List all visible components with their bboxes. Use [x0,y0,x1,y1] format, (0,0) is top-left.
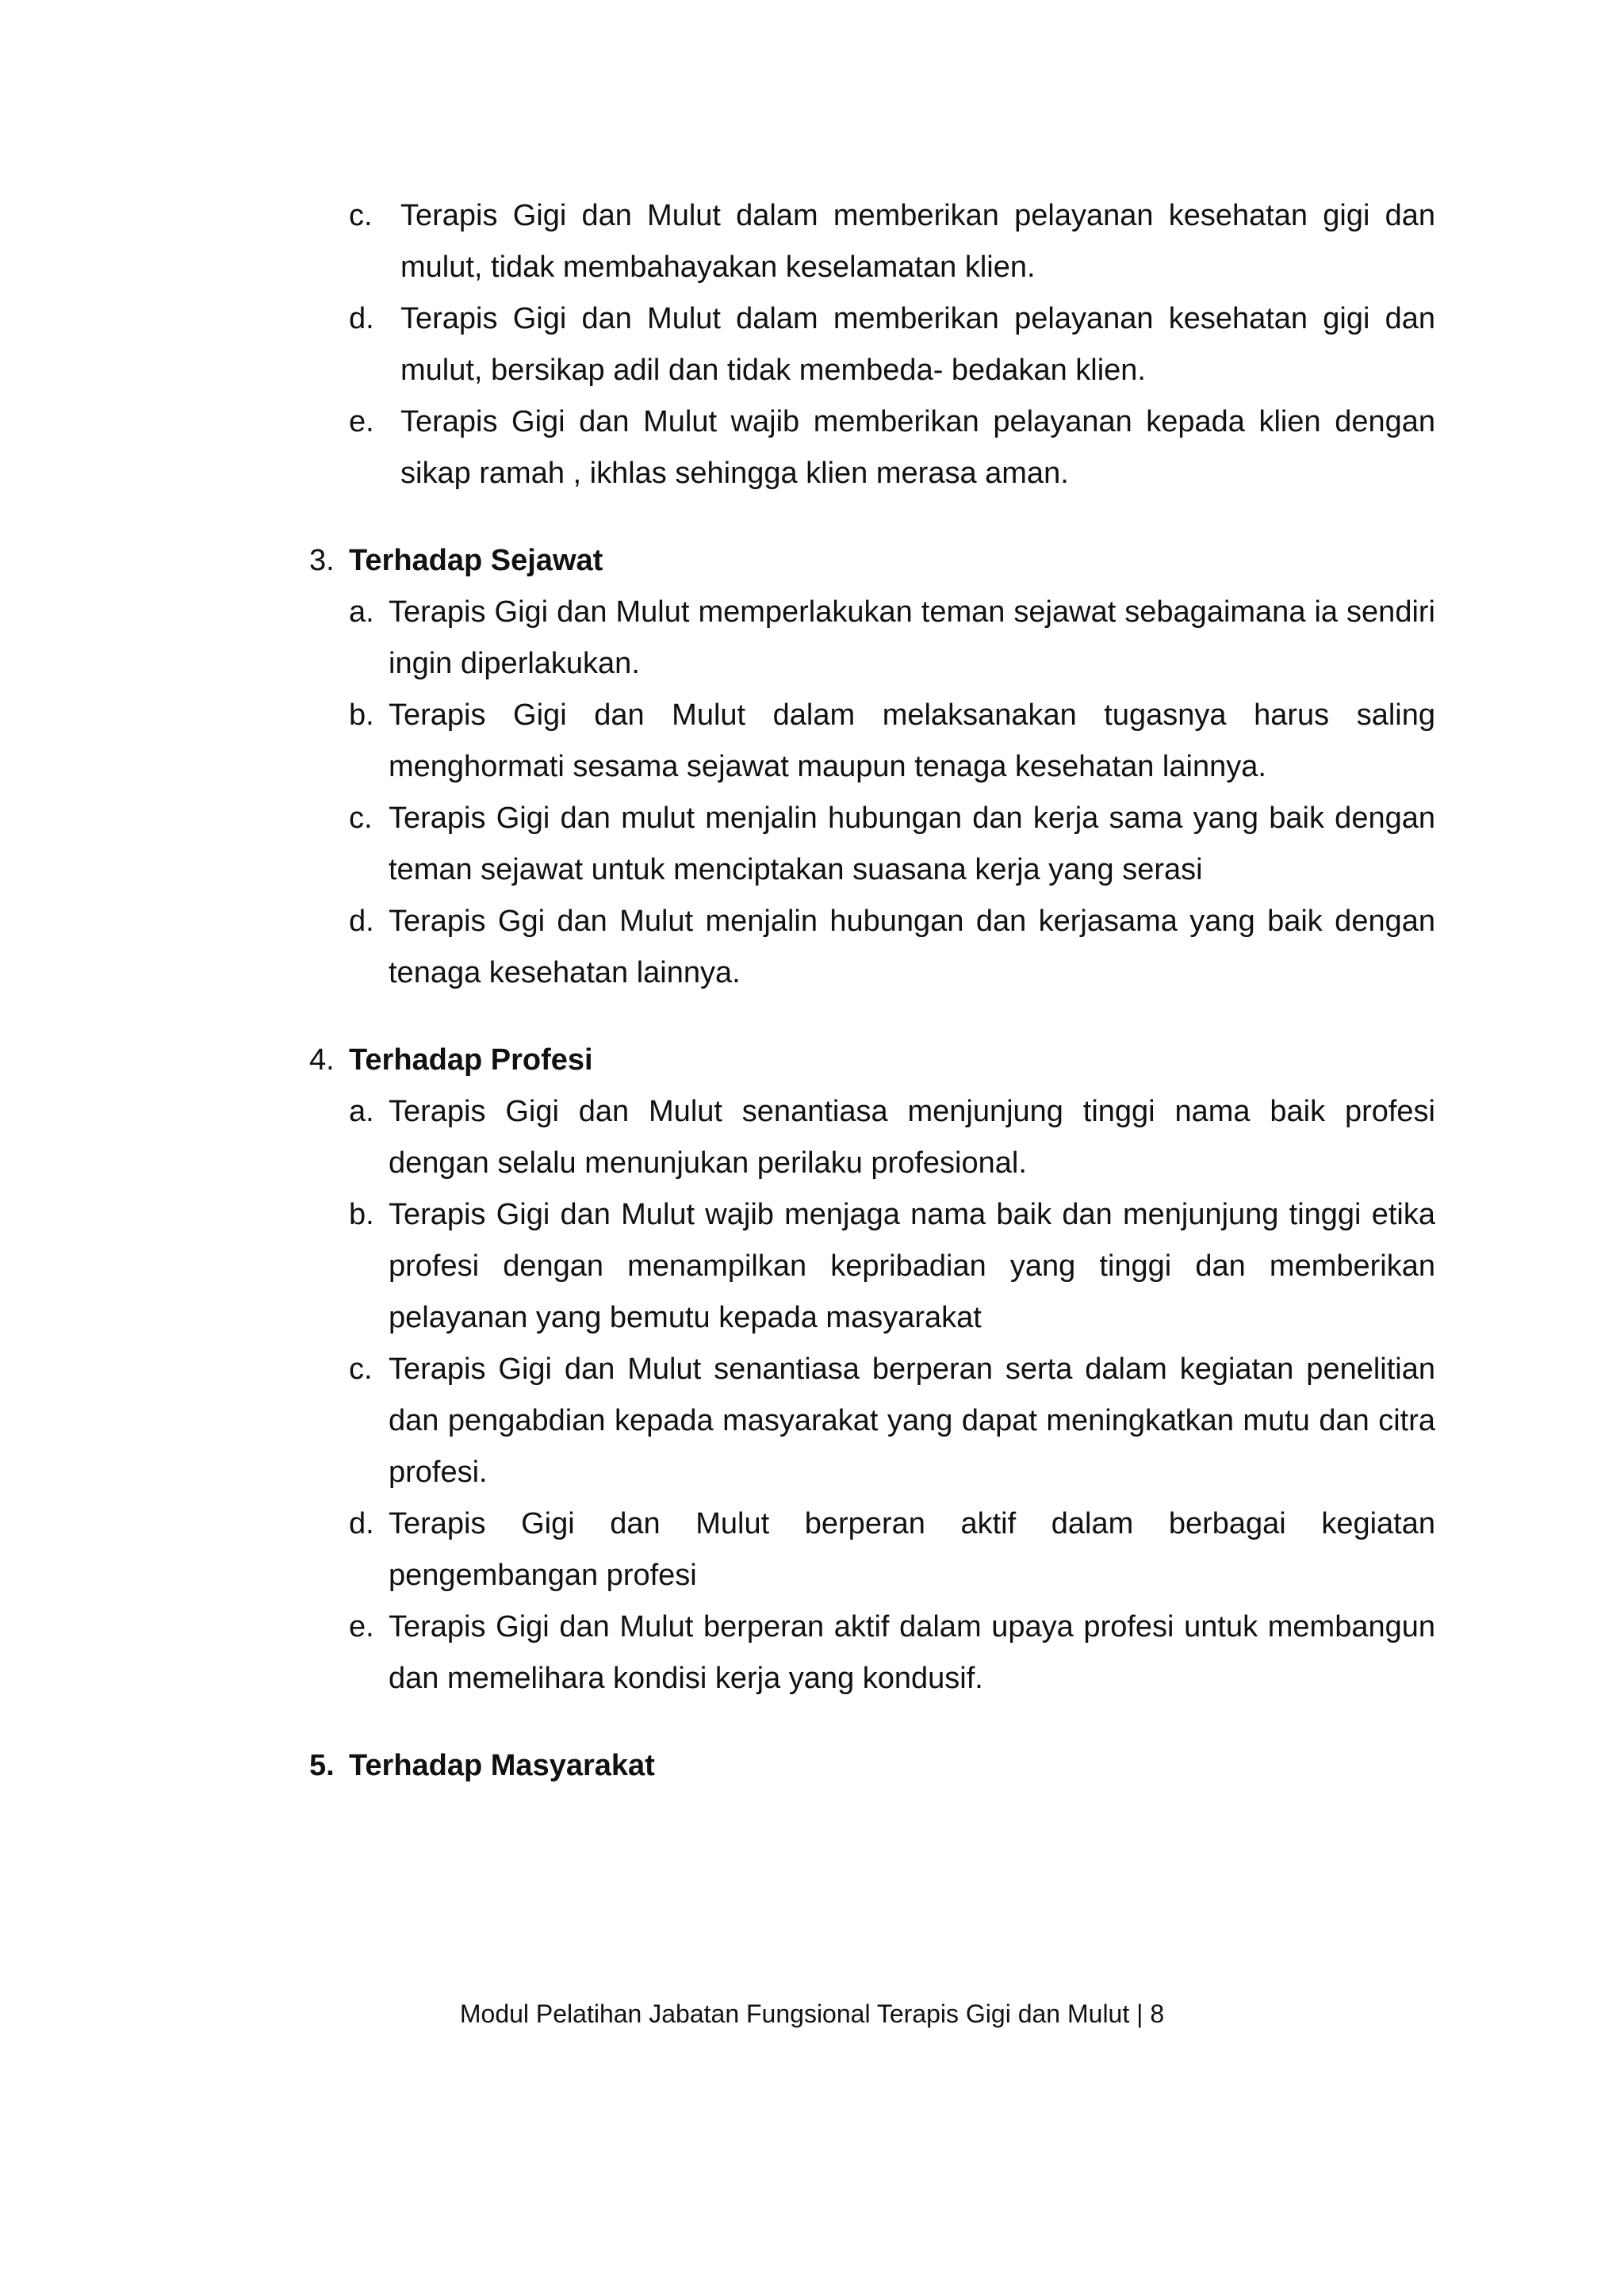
list-item [349,1601,1435,1705]
list-item-marker: d. [349,302,374,335]
list-item [349,1344,1435,1498]
list-item [349,1086,1435,1189]
section-number: 5. [309,1749,335,1782]
section-title: Terhadap Masyarakat [349,1749,655,1782]
page-footer: Modul Pelatihan Jabatan Fungsional Terapis Gigi dan Mulut | 8 [459,1999,1165,2028]
section-title: Terhadap Sejawat [349,544,603,577]
list-item-marker: d. [349,905,374,938]
list-item-marker: b. [349,698,374,732]
section-title: Terhadap Profesi [349,1043,593,1077]
list-item-marker: d. [349,1507,374,1540]
list-item [349,587,1435,690]
list-item-text: Terapis Gigi dan Mulut dalam melaksanakan tugasnya harus saling menghormati sesama sejawat maupun tenaga kesehatan lainnya. [389,698,1435,783]
list-item-marker: a. [349,595,374,629]
list-item [349,793,1435,896]
list-item-text: Terapis Ggi dan Mulut menjalin hubungan dan kerjasama yang baik dengan tenaga kesehatan lainnya. [389,905,1435,989]
list-item-text: Terapis Gigi dan Mulut dalam memberikan pelayanan kesehatan gigi dan mulut, bersikap adil dan tidak membeda- bedakan klien. [400,302,1435,387]
list-item-marker: b. [349,1198,374,1231]
list-item-text: Terapis Gigi dan Mulut dalam memberikan pelayanan kesehatan gigi dan mulut, tidak membahayakan keselamatan klien. [400,199,1435,284]
list-item-marker: e. [349,405,374,438]
list-item [349,396,1435,499]
list-item-marker: c. [349,802,373,835]
list-item-text: Terapis Gigi dan Mulut senantiasa menjunjung tinggi nama baik profesi dengan selalu menunjukan perilaku profesional. [389,1095,1435,1180]
list-item-text: Terapis Gigi dan Mulut senantiasa berperan serta dalam kegiatan penelitian dan pengabdian kepada masyarakat yang dapat meningkatkan mutu dan citra profesi. [389,1353,1435,1489]
list-item-text: Terapis Gigi dan mulut menjalin hubungan dan kerja sama yang baik dengan teman sejawat untuk menciptakan suasana kerja yang serasi [389,802,1435,886]
section-number: 4. [309,1043,335,1077]
list-item-marker: e. [349,1610,374,1644]
list-item [349,293,1435,396]
list-item [349,690,1435,793]
list-item [349,1498,1435,1601]
list-item [349,1189,1435,1344]
list-item [349,896,1435,999]
list-item-marker: a. [349,1095,374,1128]
list-item-marker: c. [349,199,373,232]
section-number: 3. [309,544,335,577]
list-item-text: Terapis Gigi dan Mulut berperan aktif dalam berbagai kegiatan pengembangan profesi [389,1507,1435,1592]
list-item-text: Terapis Gigi dan Mulut memperlakukan teman sejawat sebagaimana ia sendiri ingin diperlakukan. [389,595,1435,680]
list-item-text: Terapis Gigi dan Mulut berperan aktif dalam upaya profesi untuk membangun dan memelihara kondisi kerja yang kondusif. [389,1610,1435,1695]
list-item-text: Terapis Gigi dan Mulut wajib memberikan pelayanan kepada klien dengan sikap ramah , ikhlas sehingga klien merasa aman. [400,405,1435,490]
list-item-marker: c. [349,1353,373,1386]
list-item [349,190,1435,293]
list-item-text: Terapis Gigi dan Mulut wajib menjaga nama baik dan menjunjung tinggi etika profesi dengan menampilkan kepribadian yang tinggi dan memberikan pelayanan yang bemutu kepada masyarakat [389,1198,1435,1334]
